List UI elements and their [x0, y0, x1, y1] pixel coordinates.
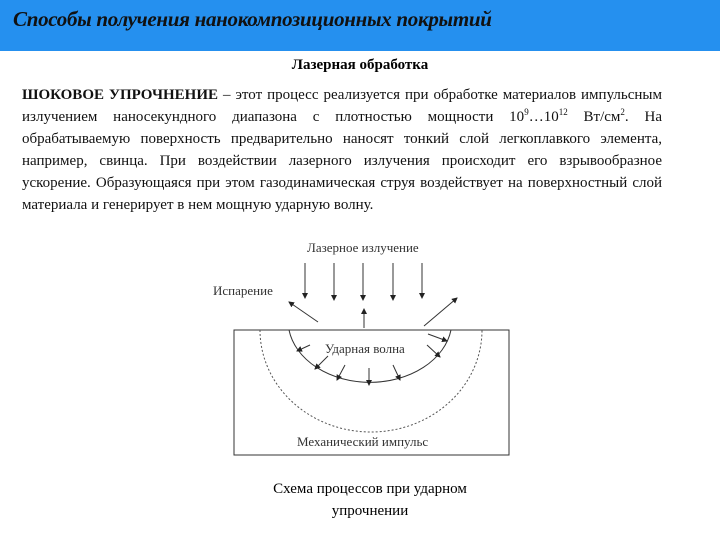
text-part: – этот процесс реализуется при обработке материалов импульсным излучением наносекундного диапазона с плотностью мощности 10	[22, 87, 662, 125]
section-heading: Лазерная обработка	[291, 57, 429, 73]
laser-arrows	[305, 263, 422, 300]
shock-wave-front	[289, 330, 451, 382]
label-laser: Лазерное излучение	[307, 240, 419, 255]
term: ШОКОВОЕ УПРОЧНЕНИЕ	[22, 87, 219, 103]
label-shock-wave: Ударная волна	[325, 341, 405, 356]
text-part: . На обрабатываемую поверхность предварительно наносят тонкий слой легкоплавкого элемента, например, свинца. При воздействии лазерного излучения происходит его взрывообразное ускорение. Образующаяся при этом газодинамическая струя воздействует на поверхностный слой материала и генерирует в нем мощную ударную волну.	[22, 109, 662, 213]
label-mechanical-impulse: Механический импульс	[297, 434, 429, 449]
exponent: 2	[620, 107, 625, 117]
exponent: 12	[558, 107, 568, 117]
evaporation-arrows	[289, 298, 457, 328]
slide-title: Способы получения нанокомпозиционных покрытий	[13, 7, 492, 31]
label-evaporation: Испарение	[213, 283, 273, 298]
text-part: …10	[528, 109, 559, 125]
figure-caption: Схема процессов при ударном упрочнении	[273, 481, 467, 519]
text-part: Вт/см	[567, 109, 621, 125]
exponent: 9	[524, 107, 529, 117]
